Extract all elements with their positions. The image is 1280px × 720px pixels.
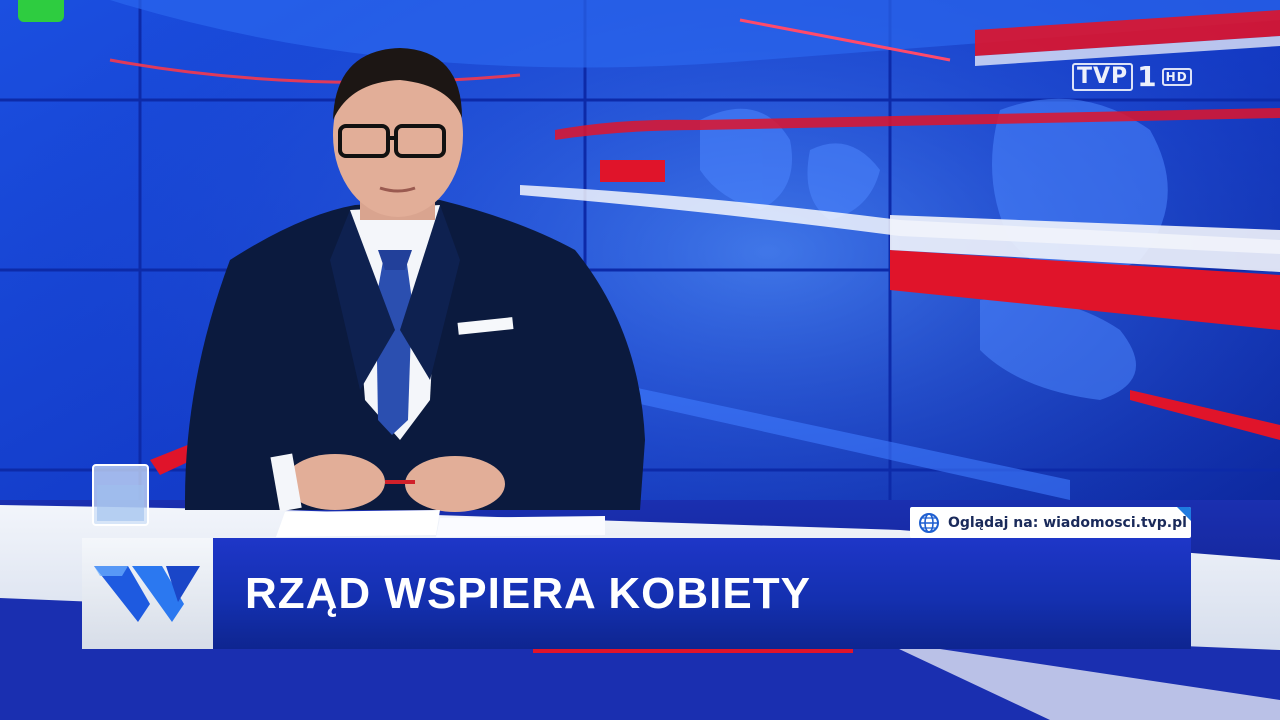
globe-icon — [918, 512, 940, 534]
headline-red-accent — [533, 649, 853, 653]
headline-bar — [213, 538, 1191, 649]
watch-url-text: Oglądaj na: wiadomosci.tvp.pl — [948, 514, 1187, 531]
wiadomosci-logo-icon — [82, 538, 213, 649]
tvp-logo-number: 1 — [1137, 60, 1158, 93]
tvp-logo-brand: TVP — [1072, 63, 1133, 91]
lower-third — [82, 538, 1191, 649]
watch-url-box — [910, 507, 1191, 538]
tvp-logo-hd: HD — [1162, 68, 1192, 86]
headline-text: RZĄD WSPIERA KOBIETY — [245, 568, 811, 618]
corner-badge-icon — [18, 0, 64, 22]
url-box-corner — [1177, 507, 1191, 521]
water-glass — [93, 465, 148, 525]
tvp1-hd-logo — [1072, 62, 1192, 92]
